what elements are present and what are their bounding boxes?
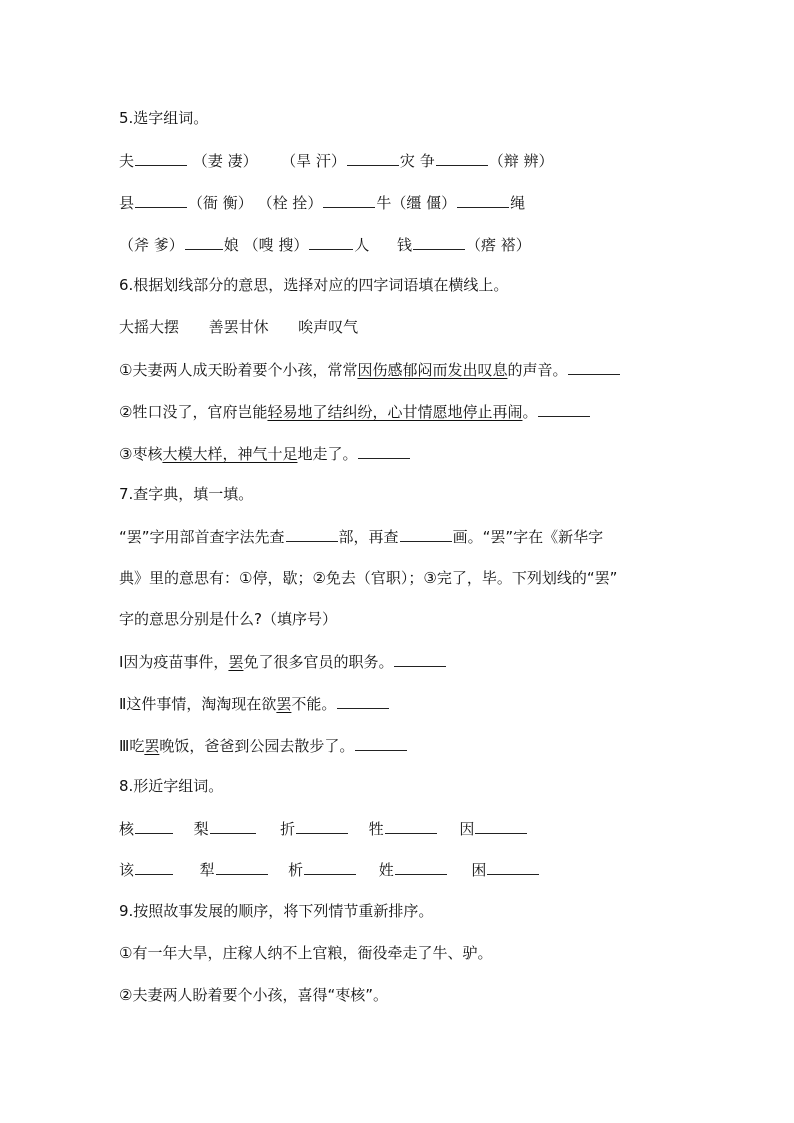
answer-blank[interactable] (436, 149, 488, 166)
q9-item-1: ①有一年大旱，庄稼人纳不上官粮，衙役牵走了牛、驴。 (119, 944, 493, 962)
underlined-phrase: 大模大样，神气十足 (162, 445, 298, 463)
underlined-char: 罢 (276, 695, 292, 713)
q8-char: 犁 (199, 861, 215, 879)
q8-char: 核 (119, 820, 135, 838)
sentence-text: Ⅱ这件事情，淘淘现在欲 (119, 695, 277, 713)
sentence-text: 免了很多官员的职务。 (243, 653, 394, 671)
q8-char: 牲 (368, 820, 384, 838)
q6-sentence-3 (119, 442, 411, 465)
q8-title: 8.形近字组词。 (119, 777, 224, 795)
q5-title: 5.选字组词。 (119, 109, 209, 127)
answer-blank[interactable] (413, 233, 465, 250)
q7-item-i (119, 650, 447, 673)
answer-blank[interactable] (475, 817, 527, 834)
q5-r3-char-2: 人 (354, 236, 370, 254)
q8-row-1 (119, 817, 528, 840)
paragraph-text: “罢”字用部首查字法先查 (119, 528, 285, 546)
q5-row-1 (119, 149, 553, 172)
answer-blank[interactable] (216, 858, 268, 875)
answer-blank[interactable] (286, 525, 338, 542)
q7-title: 7.查字典，填一填。 (119, 485, 254, 503)
q5-r2-choice-2: （栓 拴） (257, 194, 323, 212)
q8-row-2 (119, 858, 540, 881)
answer-blank[interactable] (135, 149, 187, 166)
q5-r1-char: 夫 (119, 152, 135, 170)
answer-blank[interactable] (538, 400, 590, 417)
sentence-text: 的声音。 (507, 361, 568, 379)
answer-blank[interactable] (323, 191, 375, 208)
answer-blank[interactable] (135, 817, 173, 834)
answer-blank[interactable] (568, 358, 620, 375)
q8-char: 折 (280, 820, 296, 838)
q5-r2-char: 县 (119, 194, 135, 212)
q5-row-3 (119, 233, 531, 256)
q5-r2-char-end: 绳 (510, 194, 526, 212)
answer-blank[interactable] (185, 233, 223, 250)
underlined-phrase: 因伤感郁闷而发出叹息 (357, 361, 508, 379)
paragraph-text: 部，再查 (338, 528, 399, 546)
q7-item-iii (119, 734, 408, 757)
underlined-char: 罢 (144, 737, 160, 755)
sentence-text: 晚饭，爸爸到公园去散步了。 (159, 737, 355, 755)
q5-r1-choice-2: （旱 汗） (281, 152, 346, 170)
answer-blank[interactable] (358, 442, 410, 459)
q8-char: 姓 (378, 861, 394, 879)
answer-blank[interactable] (394, 650, 446, 667)
sentence-text: 不能。 (291, 695, 337, 713)
q5-r3-char-3: 钱 (396, 236, 412, 254)
sentence-text: Ⅲ吃 (119, 737, 145, 755)
sentence-text: 。 (522, 403, 538, 421)
q8-char: 析 (288, 861, 304, 879)
sentence-text: 地走了。 (297, 445, 358, 463)
sentence-text: ②牲口没了，官府岂能 (119, 403, 268, 421)
answer-blank[interactable] (400, 525, 452, 542)
sentence-text: Ⅰ因为疫苗事件， (119, 653, 229, 671)
answer-blank[interactable] (210, 817, 256, 834)
q7-item-ii (119, 692, 390, 715)
answer-blank[interactable] (487, 858, 539, 875)
answer-blank[interactable] (395, 858, 447, 875)
paragraph-text: 画。“罢”字在《新华字 (452, 528, 604, 546)
q5-r3-choice-1: （斧 爹） (119, 236, 184, 254)
q5-r1-choice-1: （妻 凄） (192, 152, 258, 170)
q6-title: 6.根据划线部分的意思，选择对应的四字词语填在横线上。 (119, 276, 509, 294)
answer-blank[interactable] (347, 149, 399, 166)
q9-title: 9.按照故事发展的顺序，将下列情节重新排序。 (119, 902, 434, 920)
q5-r3-choice-3: （瘩 褡） (465, 236, 531, 254)
q8-char: 该 (119, 861, 135, 879)
answer-blank[interactable] (385, 817, 437, 834)
q8-char: 梨 (193, 820, 209, 838)
answer-blank[interactable] (355, 734, 407, 751)
q5-r3-choice-2: （嗖 搜） (243, 236, 309, 254)
answer-blank[interactable] (309, 233, 353, 250)
answer-blank[interactable] (296, 817, 348, 834)
q8-char: 因 (459, 820, 475, 838)
q6-option-2: 善罢甘休 (208, 318, 269, 336)
q5-r2-choice-1: （衙 衡） (188, 194, 253, 212)
answer-blank[interactable] (304, 858, 356, 875)
answer-blank[interactable] (457, 191, 509, 208)
q7-paragraph-3: 字的意思分别是什么?（填序号） (119, 610, 337, 628)
q5-row-2 (119, 191, 525, 214)
answer-blank[interactable] (135, 858, 173, 875)
q6-options (119, 316, 358, 338)
q5-r2-choice-3: 牛（缰 僵） (376, 194, 457, 212)
q5-r1-chars: 灾 争 (399, 152, 435, 170)
q8-char: 困 (471, 861, 487, 879)
q7-paragraph-1 (119, 525, 603, 548)
q6-sentence-1 (119, 358, 621, 381)
q6-option-3: 唉声叹气 (298, 318, 359, 336)
q7-paragraph-2: 典》里的意思有：①停，歇；②免去（官职）；③完了，毕。下列划线的“罢” (119, 569, 618, 587)
underlined-phrase: 轻易地了结纠纷，心甘情愿地停止再闹 (267, 403, 523, 421)
q6-sentence-2 (119, 400, 591, 423)
q6-option-1: 大摇大摆 (119, 318, 180, 336)
underlined-char: 罢 (228, 653, 244, 671)
answer-blank[interactable] (135, 191, 187, 208)
q5-r3-char: 娘 (223, 236, 239, 254)
q5-r1-choice-3: （辩 辨） (488, 152, 554, 170)
q9-item-2: ②夫妻两人盼着要个小孩，喜得“枣核”。 (119, 986, 388, 1004)
answer-blank[interactable] (337, 692, 389, 709)
sentence-text: ③枣核 (119, 445, 163, 463)
sentence-text: ①夫妻两人成天盼着要个小孩，常常 (119, 361, 358, 379)
